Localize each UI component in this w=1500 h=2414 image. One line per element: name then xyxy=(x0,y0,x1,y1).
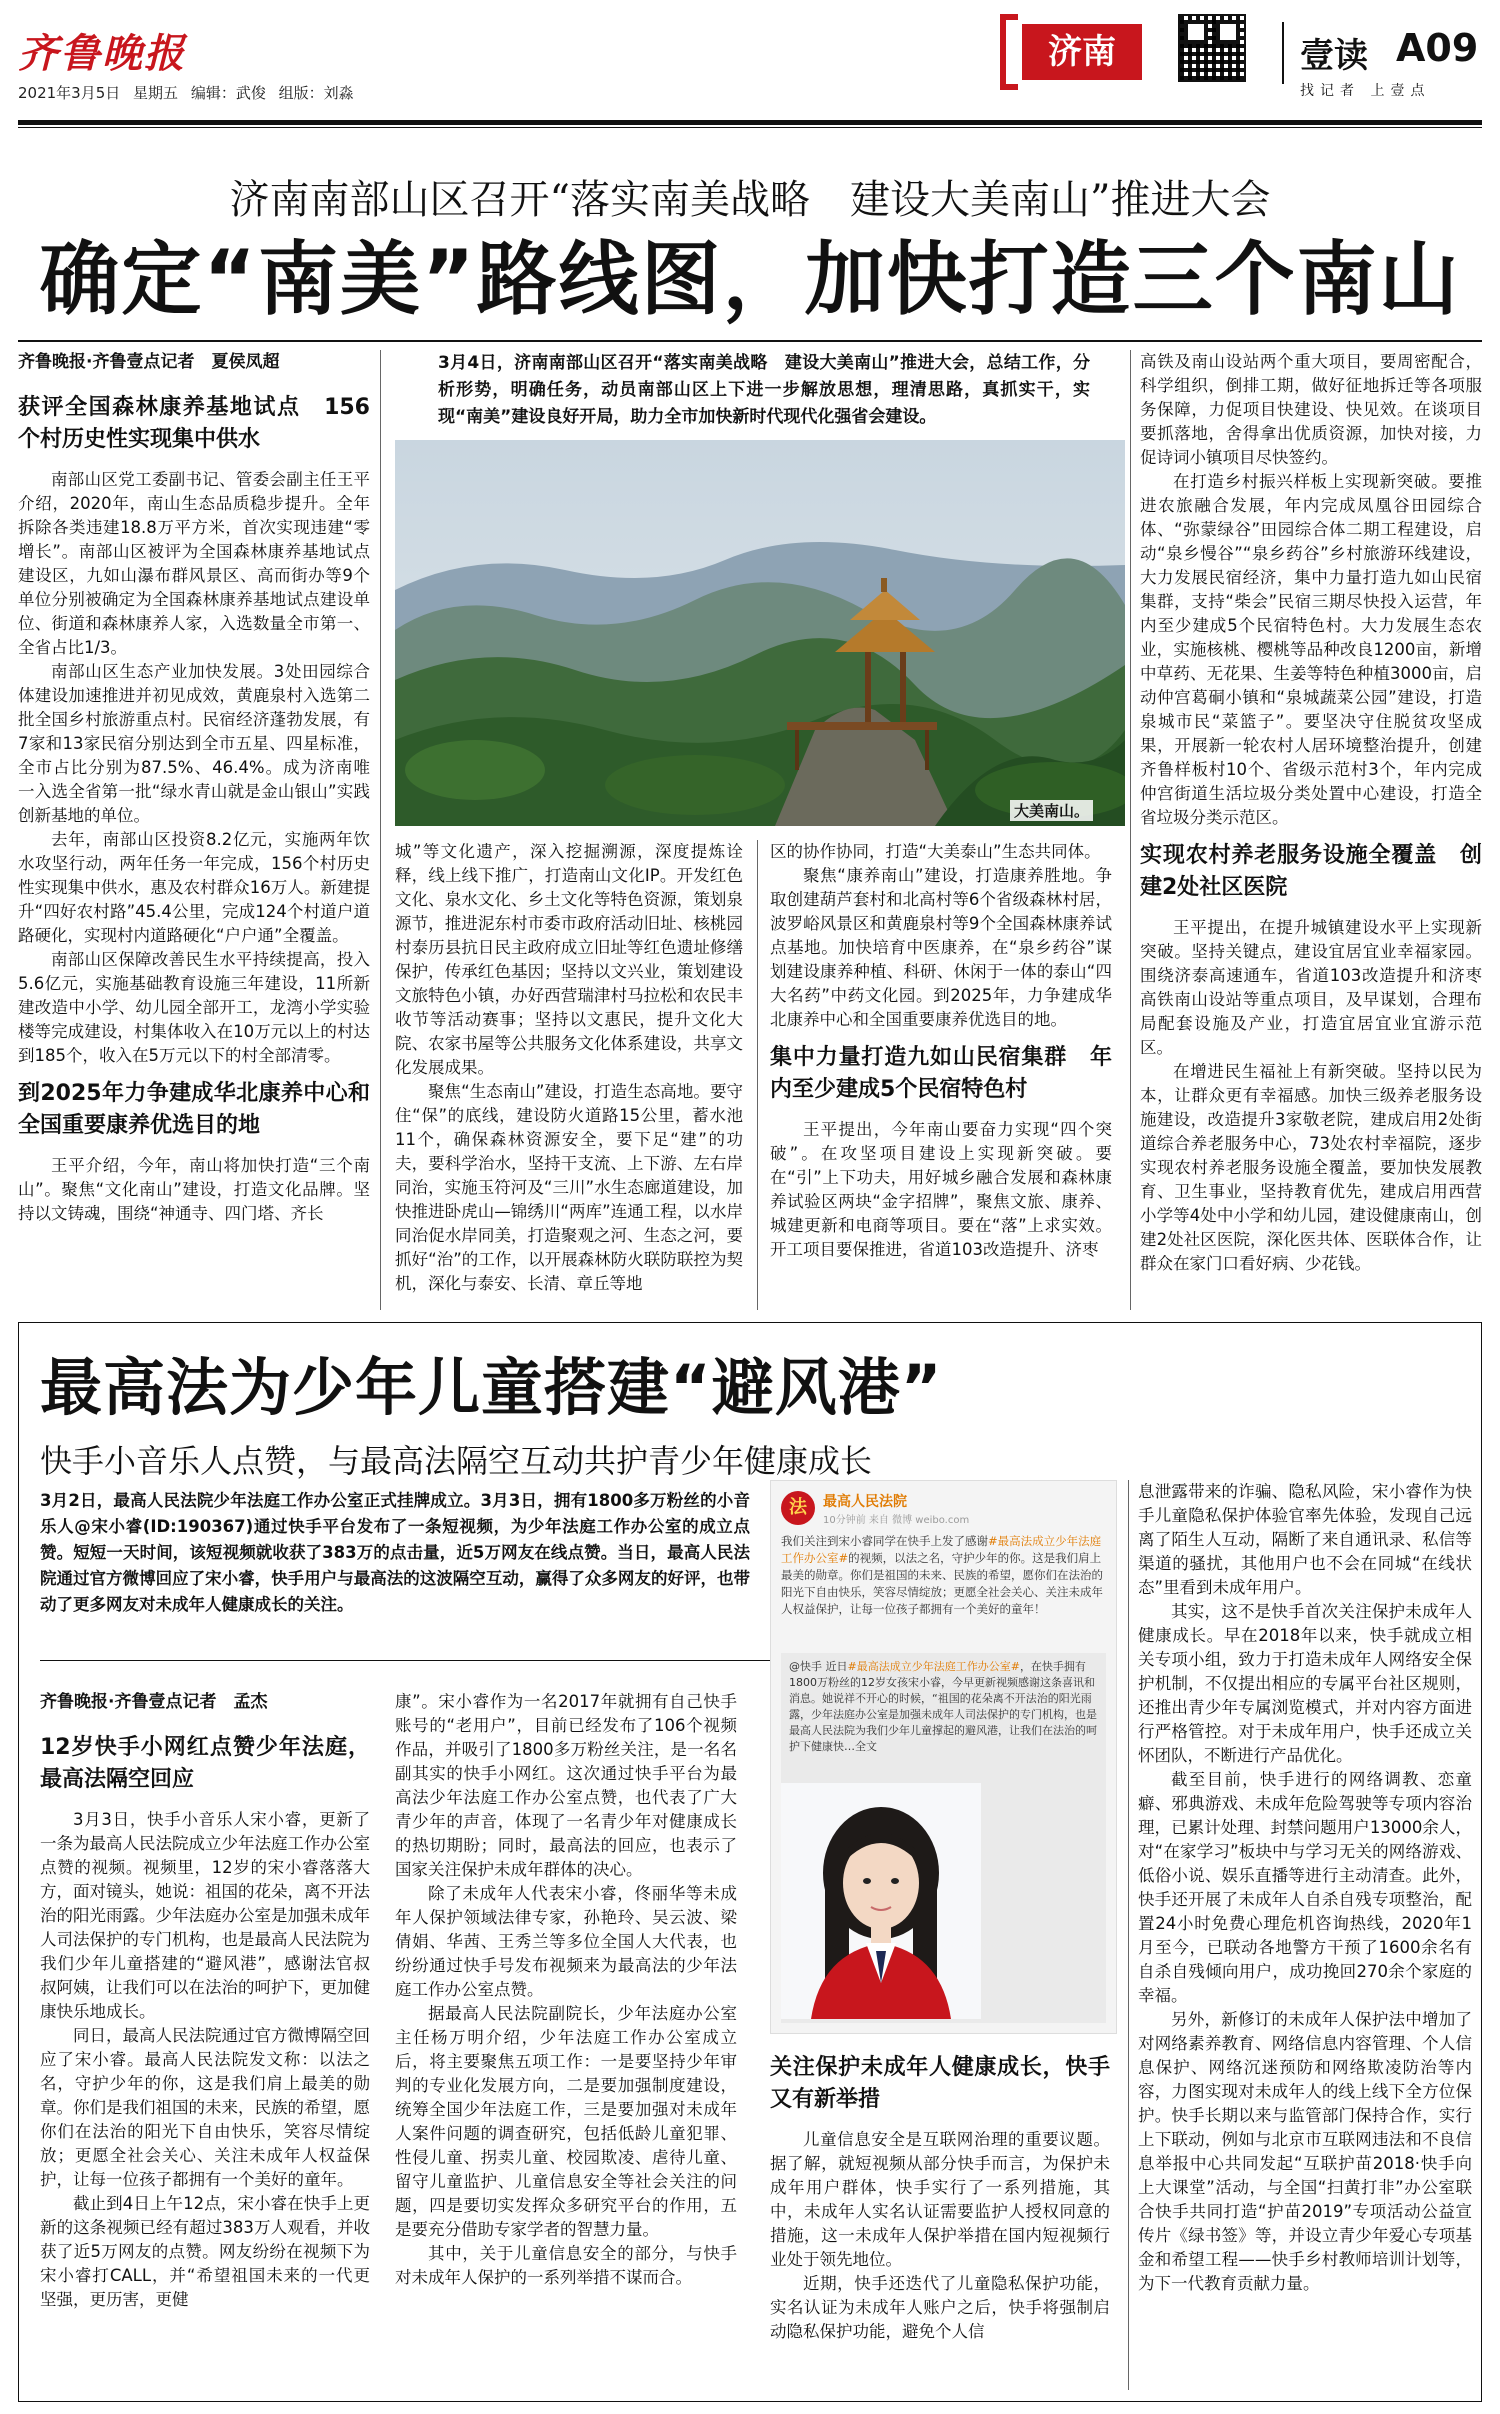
paragraph: 在增进民生福祉上有新突破。坚持以民为本，让群众更有幸福感。加快三级养老服务设施建设，改造提升3家敬老院，建成启用2处街道综合养老服务中心，73处农村幸福院，逐步实现农村养老服务设施全覆盖，要加快发展教育、卫生事业，坚持教育优先，建成启用西营小学等4处中小学和幼儿园，建设健康南山，创建2处社区医院，深化医共体、医联体合作，让群众在家门口看好病、少花钱。 xyxy=(1140,1062,1482,1273)
article1-lead: 3月4日，济南南部山区召开“落实南美战略 建设大美南山”推进大会，总结工作，分析形势，明确任务，动员南部山区上下进一步解放思想，理清思路，真抓实干，实现“南美”建设良好开局，助力全市加快新时代现代化强省会建设。 xyxy=(438,353,1090,427)
weibo-header xyxy=(781,1491,1106,1531)
paragraph: 息泄露带来的诈骗、隐私风险，宋小睿作为快手儿童隐私保护体验官率先体验，发现自己远离了陌生人互动，隔断了来自通讯录、私信等渠道的骚扰，其他用户也不会在同城“在线状态”里看到未成年用户。 xyxy=(1138,1482,1472,1597)
paragraph: 王平提出，今年南山要奋力实现“四个突破”。在攻坚项目建设上实现新突破。要在“引”上下功夫，用好城乡融合发展和森林康养试验区两块“金字招牌”，聚焦文旅、康养、城建更新和电商等项目。要在“落”上求实效。开工项目要保推进，省道103改造提升、济枣 xyxy=(770,1120,1112,1259)
issue-designer: 组版：刘淼 xyxy=(278,84,354,102)
article2-column-1 xyxy=(40,1690,370,2312)
masthead-rule-thin xyxy=(18,127,1482,128)
paragraph: 高铁及南山设站两个重大项目，要周密配合，科学组织，倒排工期，做好征地拆迁等各项服务保障，力促项目快建设、快见效。在谈项目要抓落地，舍得拿出优质资源，加快对接，力促诗词小镇项目尽快签约。 xyxy=(1140,352,1482,467)
article1-column-3 xyxy=(770,840,1112,1262)
article2-subtitle: 快手小音乐人点赞，与最高法隔空互动共护青少年健康成长 xyxy=(40,1442,873,1480)
paragraph: 其实，这不是快手首次关注保护未成年人健康成长。早在2018年以来，快手就成立相关专项小组，致力于打造未成年人网络安全保护机制，不仅提出相应的专属平台社区规则，还推出青少年专属浏览模式，并对内容方面进行严格管控。对于未成年用户，快手还成立关怀团队，不断进行产品优化。 xyxy=(1138,1602,1472,1765)
article1-column-4 xyxy=(1140,350,1482,1276)
paragraph: 南部山区保障改善民生水平持续提高，投入5.6亿元，实施基础教育设施三年建设，11所新建改造中小学、幼儿园全部开工，龙湾小学实验楼等完成建设，村集体收入在10万元以上的村达到185个，收入在5万元以下的村全部清零。 xyxy=(18,950,370,1065)
weibo-screenshot xyxy=(770,1480,1117,2034)
article2-column-2 xyxy=(395,1690,737,2290)
article1-column-1 xyxy=(18,350,370,1226)
article1-subhead-3: 集中力量打造九如山民宿集群 年内至少建成5个民宿特色村 xyxy=(770,1045,1112,1102)
section-name: 壹读 xyxy=(1300,36,1368,76)
issue-date: 2021年3月5日 xyxy=(18,84,121,102)
paragraph: 同日，最高人民法院通过官方微博隔空回应了宋小睿。最高人民法院发文称：以法之名，守护少年的你，这是我们肩上最美的勋章。你们是我们祖国的未来，民族的希望，愿你们在法治的阳光下自由快乐，笑容尽情绽放；更愿全社会关心、关注未成年人权益保护，让每一位孩子都拥有一个美好的童年。 xyxy=(40,2026,370,2189)
landscape-illustration xyxy=(395,440,1125,826)
girl-portrait-illustration xyxy=(781,1783,981,2019)
weibo-repost xyxy=(781,1653,1106,2023)
paragraph: 在打造乡村振兴样板上实现新突破。要推进农旅融合发展，年内完成凤凰谷田园综合体、“弥蒙绿谷”田园综合体二期工程建设，启动“泉乡慢谷”“泉乡药谷”乡村旅游环线建设，大力发展民宿经济，集中力量打造九如山民宿集群，支持“柴会”民宿三期尽快投入运营，年内至少建成5个民宿特色村。大力发展生态农业，实施核桃、樱桃等品种改良1200亩，新增中草药、无花果、生姜等特色种植3000亩，启动仲宫葛硐小镇和“泉城蔬菜公园”建设，打造泉城市民“菜篮子”。要坚决守住脱贫攻坚成果，开展新一轮农村人居环境整治提升，创建齐鲁样板村10个、省级示范村3个，年内完成仲宫街道生活垃圾分类处置中心建设，打造全省垃圾分类示范区。 xyxy=(1140,472,1482,827)
column-separator xyxy=(380,350,381,1310)
column-separator xyxy=(1130,350,1131,1310)
newspaper-masthead: 齐鲁晚报 xyxy=(18,30,186,77)
paragraph: 聚焦“生态南山”建设，打造生态高地。要守住“保”的底线，建设防火道路15公里，蓄水池11个，确保森林资源安全，要下足“建”的功夫，要科学治水，坚持干支流、上下游、左右岸同治，实施玉符河及“三川”水生态廊道建设，加快推进卧虎山—锦绣川“两库”连通工程，以水岸同治促水岸同美，打造聚观之河、生态之河，要抓好“治”的工作，以开展森林防火联防联控为契机，深化与泰安、长清、章丘等地 xyxy=(395,1082,743,1293)
masthead-rule xyxy=(18,120,1482,125)
south-mountain-photo xyxy=(395,440,1125,826)
article1-column-2 xyxy=(395,840,743,1296)
article2-lead-rule xyxy=(40,1660,770,1661)
article1-headline: 确定“南美”路线图，加快打造三个南山 xyxy=(39,233,1461,326)
section-mark xyxy=(1000,14,1146,90)
weibo-avatar-icon[interactable]: 法 xyxy=(781,1491,815,1525)
weibo-post-meta: 10分钟前 来自 微博 weibo.com xyxy=(823,1515,970,1526)
column-separator xyxy=(757,840,758,1310)
paragraph: 截至目前，快手进行的网络调教、恋童癖、邪典游戏、未成年危险驾驶等专项内容治理，已累计处理、封禁问题用户13000余人，对“在家学习”板块中与学习无关的网络游戏、低俗小说、娱乐直播等进行主动清查。此外，快手还开展了未成年人自杀自残专项整治，配置24小时免费心理危机咨询热线，2020年1月至今，已联动各地警方干预了1600余名有自杀自残倾向用户，成功挽回270余个家庭的幸福。 xyxy=(1138,1770,1472,2005)
qr-code-icon[interactable] xyxy=(1178,14,1246,82)
issue-editor: 编辑：武俊 xyxy=(190,84,266,102)
column-separator xyxy=(1128,1480,1129,2390)
girl-portrait xyxy=(781,1783,981,2019)
article2-lead: 3月2日，最高人民法院少年法庭工作办公室正式挂牌成立。3月3日，拥有1800多万粉丝的小音乐人@宋小睿(ID:190367)通过快手平台发布了一条短视频，为少年法庭工作办公室的成立点赞。短短一天时间，该短视频就收获了383万的点击量，近5万网友在线点赞。当日，最高人民法院通过官方微博回应了宋小睿，快手用户与最高法的这波隔空互动，赢得了众多网友的好评，也带动了更多网友对未成年人健康成长的关注。 xyxy=(40,1491,750,1614)
article2-column-3 xyxy=(770,2052,1110,2344)
paragraph: 近期，快手还迭代了儿童隐私保护功能，实名认证为未成年人账户之后，快手将强制启动隐私保护功能，避免个人信 xyxy=(770,2274,1110,2341)
header-divider xyxy=(1282,22,1284,84)
section-bracket xyxy=(1000,14,1018,90)
paragraph: 聚焦“康养南山”建设，打造康养胜地。争取创建葫芦套村和北高村等6个省级森林村居，波罗峪风景区和黄鹿泉村等9个全国森林康养试点基地。加快培育中医康养，在“泉乡药谷”谋划建设康养种植、科研、休闲于一体的泰山“四大名药”中药文化园。到2025年，力争建成华北康养中心和全国重要康养优选目的地。 xyxy=(770,866,1112,1029)
paragraph: 截止到4日上午12点，宋小睿在快手上更新的这条视频已经有超过383万人观看，并收获了近5万网友的点赞。网友纷纷在视频下为宋小睿打CALL，并“希望祖国未来的一代更坚强，更历害，更健 xyxy=(40,2194,370,2309)
paragraph: 儿童信息安全是互联网治理的重要议题。据了解，就短视频从部分快手而言，为保护未成年用户群体，快手实行了一系列措施，其中，未成年人实名认证需要监护人授权同意的措施，这一未成年人保护举措在国内短视频行业处于领先地位。 xyxy=(770,2130,1110,2269)
page-number: A09 xyxy=(1396,26,1479,70)
paragraph: 王平提出，在提升城镇建设水平上实现新突破。坚持关键点，建设宜居宜业幸福家园。围绕济泰高速通车，省道103改造提升和济枣高铁南山设站等重点项目，及早谋划，合理布局配套设施及产业，打造宜居宜业宜游示范区。 xyxy=(1140,918,1482,1057)
article2-subhead-1: 12岁快手小网红点赞少年法庭，最高法隔空回应 xyxy=(40,1735,370,1792)
article1-subhead-1: 获评全国森林康养基地试点 156个村历史性实现集中供水 xyxy=(18,395,370,452)
article1-divider xyxy=(18,340,1482,342)
paragraph: 南部山区党工委副书记、管委会副主任王平介绍，2020年，南山生态品质稳步提升。全年拆除各类违建18.8万平方米，首次实现违建“零增长”。南部山区被评为全国森林康养基地试点建设区，九如山瀑布群风景区、高而街办等9个单位分别被确定为全国森林康养基地试点建设单位、街道和森林康养人家，入选数量全市第一、全省占比1/3。 xyxy=(18,470,370,657)
paragraph: 去年，南部山区投资8.2亿元，实施两年饮水攻坚行动，两年任务一年完成，156个村历史性实现集中供水，惠及农村群众16万人。新建提升“四好农村路”45.4公里，完成124个村道户道路硬化，实现村内道路硬化“户户通”全覆盖。 xyxy=(18,830,370,945)
paragraph: 其中，关于儿童信息安全的部分，与快手对未成年人保护的一系列举措不谋而合。 xyxy=(395,2244,737,2287)
weibo-account-name[interactable]: 最高人民法院 xyxy=(823,1494,907,1510)
paragraph: 另外，新修订的未成年人保护法中增加了对网络素养教育、网络信息内容管理、个人信息保护、网络沉迷预防和网络欺凌防治等内容，力图实现对未成年人的线上线下全方位保护。快手长期以来与监管部门保持合作，实行上下联动，例如与北京市互联网违法和不良信息举报中心共同发起“互联护苗2018·快手向上大课堂”活动，与全国“扫黄打非”办公室联合快手共同打造“护苗2019”专项活动公益宣传片《绿书签》等，并设立青少年爱心专项基金和希望工程——快手乡村教师培训计划等，为下一代教育贡献力量。 xyxy=(1138,2010,1472,2293)
section-label: 济南 xyxy=(1022,24,1142,80)
issue-weekday: 星期五 xyxy=(133,84,179,102)
article2-byline: 齐鲁晚报·齐鲁壹点记者 孟杰 xyxy=(40,1692,268,1712)
paragraph: 除了未成年人代表宋小睿，佟丽华等未成年人保护领域法律专家，孙艳玲、吴云波、梁倩娟、华茜、王秀兰等多位全国人大代表，也纷纷通过快手号发布视频来为最高法的少年法庭工作办公室点赞。 xyxy=(395,1884,737,1999)
weibo-post-text: 我们关注到宋小睿同学在快手上发了感谢#最高法成立少年法庭工作办公室#的视频，以法之名，守护少年的你。这是我们肩上最美的勋章。你们是祖国的未来、民族的希望，愿你们在法治的阳光下自由快乐，笑容尽情绽放；更愿全社会关心、关注未成年人权益保护，让每一位孩子都拥有一个美好的童年！ xyxy=(781,1534,1103,1616)
article2-column-4 xyxy=(1138,1480,1472,2296)
issue-meta xyxy=(18,82,354,103)
article1-kicker: 济南南部山区召开“落实南美战略 建设大美南山”推进大会 xyxy=(229,177,1271,223)
paragraph: 王平介绍，今年，南山将加快打造“三个南山”。聚焦“文化南山”建设，打造文化品牌。坚持以文铸魂，围绕“神通寺、四门塔、齐长 xyxy=(18,1156,370,1223)
article2-subhead-2: 关注保护未成年人健康成长，快手又有新举措 xyxy=(770,2055,1110,2112)
article1-subhead-2: 到2025年力争建成华北康养中心和全国重要康养优选目的地 xyxy=(18,1081,370,1138)
paragraph: 康”。宋小睿作为一名2017年就拥有自己快手账号的“老用户”，目前已经发布了106个视频作品，并吸引了1800多万粉丝关注，是一名名副其实的快手小网红。这次通过快手平台为最高法少年法庭工作办公室点赞，也代表了广大青少年的声音，体现了一名青少年对健康成长的热切期盼；同时，最高法的回应，也表示了国家关注保护未成年群体的决心。 xyxy=(395,1692,737,1879)
weibo-repost-text: @快手 近日#最高法成立少年法庭工作办公室#，在快手拥有1800万粉丝的12岁女孩宋小睿，今早更新视频感谢这条喜讯和消息。她说祥不开心的时候，“祖国的花朵离不开法治的阳光雨露，少年法庭办公室是加强未成年人司法保护的专门机构，也是最高人民法院为我们少年儿童撑起的避风港，让我们在法治的呵护下健康快…全文 xyxy=(789,1660,1097,1753)
paragraph: 3月3日，快手小音乐人宋小睿，更新了一条为最高人民法院成立少年法庭工作办公室点赞的视频。视频里，12岁的宋小睿落落大方，面对镜头，她说：祖国的花朵，离不开法治的阳光雨露。少年法庭办公室是加强未成年人司法保护的专门机构，也是最高人民法院为我们少年儿童搭建的“避风港”，感谢法官叔叔阿姨，让我们可以在法治的呵护下，更加健康快乐地成长。 xyxy=(40,1810,370,2021)
article1-byline: 齐鲁晚报·齐鲁壹点记者 夏侯凤超 xyxy=(18,352,280,372)
paragraph: 南部山区生态产业加快发展。3处田园综合体建设加速推进并初见成效，黄鹿泉村入选第二批全国乡村旅游重点村。民宿经济蓬勃发展，有7家和13家民宿分别达到全市五星、四星标准，全市占比分别为87.5%、46.4%。成为济南唯一入选全省第一批“绿水青山就是金山银山”实践创新基地的单位。 xyxy=(18,662,370,825)
paragraph: 城”等文化遗产，深入挖掘溯源，深度提炼诠释，线上线下推广，打造南山文化IP。开发红色文化、泉水文化、乡土文化等特色资源，策划泉源节，推进泥东村市委市政府活动旧址、核桃园村泰历县抗日民主政府成立旧址等红色遗址修缮保护，传承红色基因；坚持以文兴业，策划建设文旅特色小镇，办好西营瑞津村马拉松和农民丰收节等活动赛事；坚持以文惠民，提升文化大院、农家书屋等公共服务文化体系建设，共享文化发展成果。 xyxy=(395,842,743,1077)
article2-headline: 最高法为少年儿童搭建“避风港” xyxy=(40,1351,943,1424)
reporter-labels: 找记者 上壹点 xyxy=(1300,83,1431,99)
article1-subhead-4: 实现农村养老服务设施全覆盖 创建2处社区医院 xyxy=(1140,843,1482,900)
photo-caption: 大美南山。 xyxy=(1010,800,1093,821)
paragraph: 区的协作协同，打造“大美泰山”生态共同体。 xyxy=(770,842,1101,861)
paragraph: 据最高人民法院副院长，少年法庭办公室主任杨万明介绍，少年法庭工作办公室成立后，将主要聚焦五项工作：一是要坚持少年审判的专业化发展方向，二是要加强制度建设，统筹全国少年法庭工作，三是要加强对未成年人案件问题的调查研究，包括低龄儿童犯罪、性侵儿童、拐卖儿童、校园欺凌、虐待儿童、留守儿童监护、儿童信息安全等社会关注的问题，四是要切实发挥众多研究平台的作用，五是要充分借助专家学者的智慧力量。 xyxy=(395,2004,737,2239)
